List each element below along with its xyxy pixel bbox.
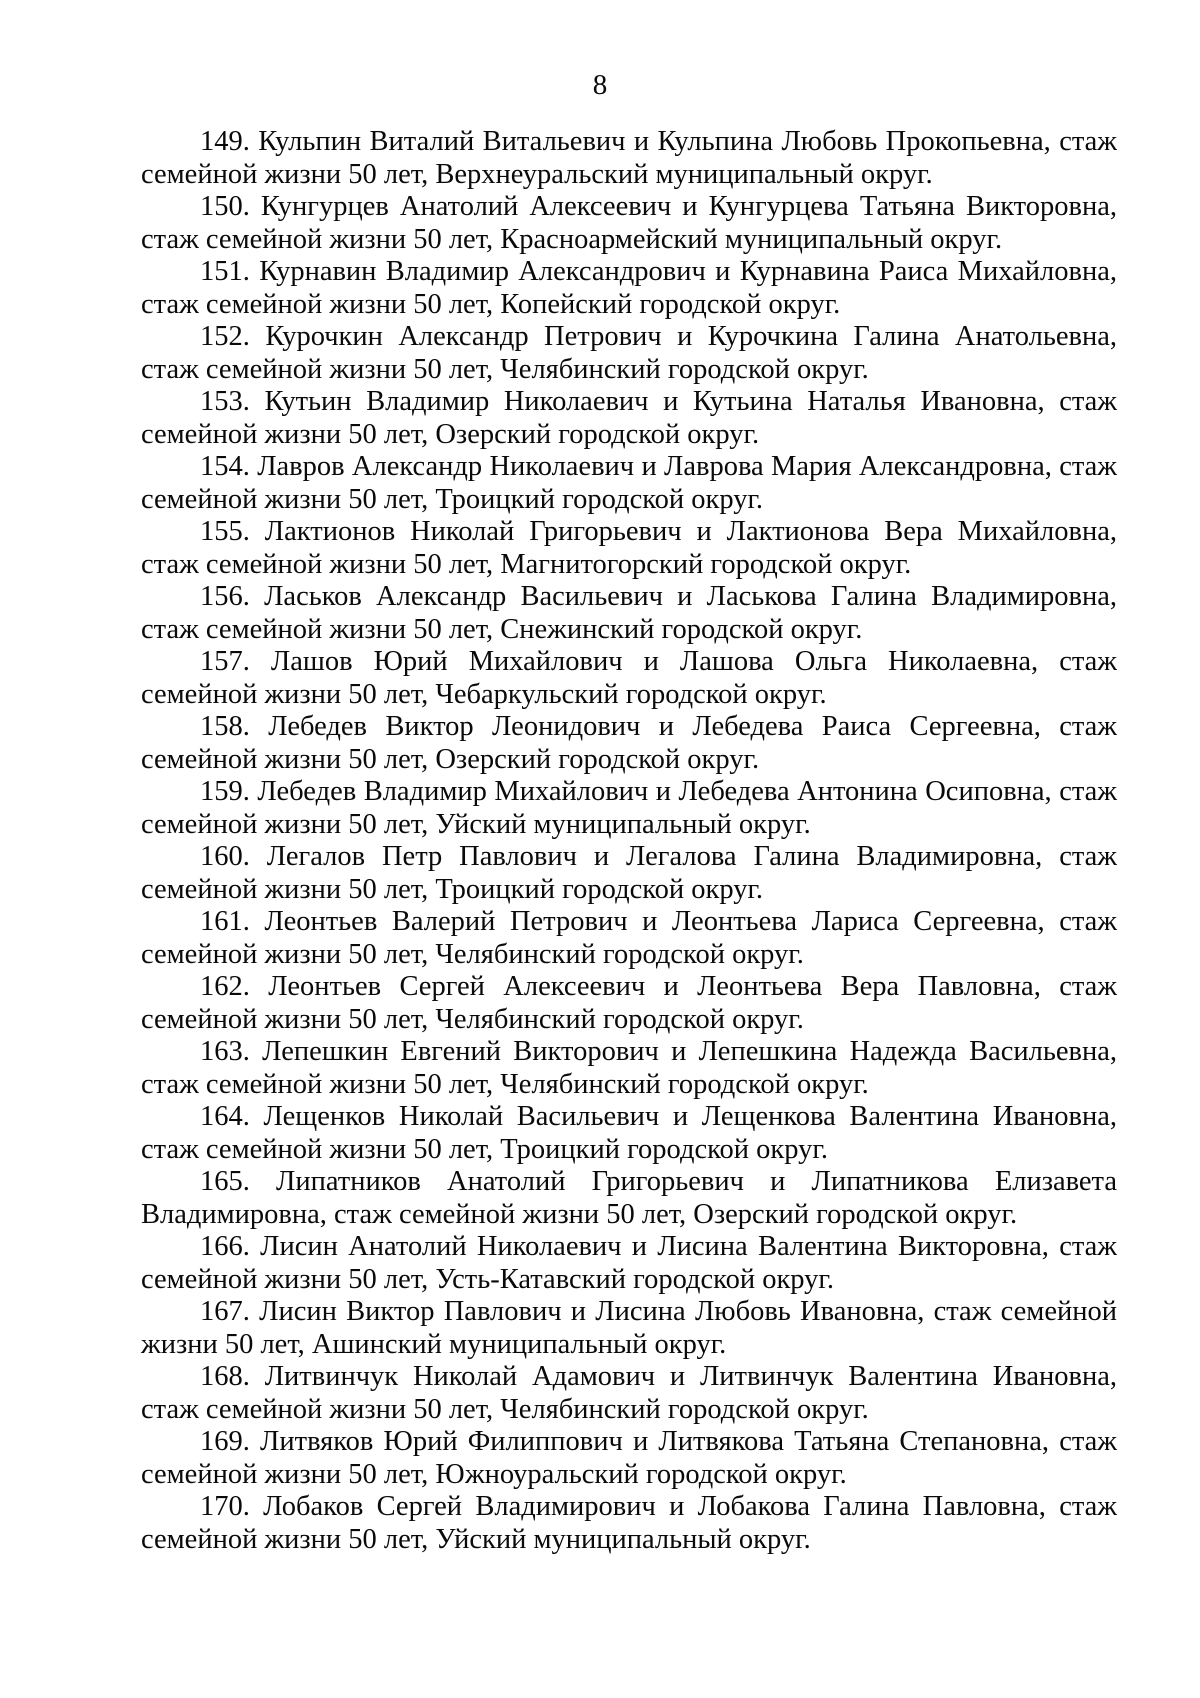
list-item: 149. Кульпин Виталий Витальевич и Кульпина Любовь Прокопьевна, стаж семейной жизни 50 лет, Верхнеуральский муниципальный округ.	[141, 126, 1117, 190]
list-item: 165. Липатников Анатолий Григорьевич и Липатникова Елизавета Владимировна, стаж семейной жизни 50 лет, Озерский городской округ.	[141, 1166, 1117, 1230]
list-item: 150. Кунгурцев Анатолий Алексеевич и Кунгурцева Татьяна Викторовна, стаж семейной жизни 50 лет, Красноармейский муниципальный округ.	[141, 191, 1117, 255]
list-item: 170. Лобаков Сергей Владимирович и Лобакова Галина Павловна, стаж семейной жизни 50 лет, Уйский муниципальный округ.	[141, 1491, 1117, 1555]
list-item: 166. Лисин Анатолий Николаевич и Лисина Валентина Викторовна, стаж семейной жизни 50 лет, Усть-Катавский городской округ.	[141, 1231, 1117, 1295]
list-item: 158. Лебедев Виктор Леонидович и Лебедева Раиса Сергеевна, стаж семейной жизни 50 лет, Озерский городской округ.	[141, 711, 1117, 775]
list-item: 169. Литвяков Юрий Филиппович и Литвякова Татьяна Степановна, стаж семейной жизни 50 лет, Южноуральский городской округ.	[141, 1426, 1117, 1490]
list-item: 153. Кутьин Владимир Николаевич и Кутьина Наталья Ивановна, стаж семейной жизни 50 лет, Озерский городской округ.	[141, 386, 1117, 450]
list-item: 167. Лисин Виктор Павлович и Лисина Любовь Ивановна, стаж семейной жизни 50 лет, Ашинский муниципальный округ.	[141, 1296, 1117, 1360]
list-item: 156. Ласьков Александр Васильевич и Ласькова Галина Владимировна, стаж семейной жизни 50 лет, Снежинский городской округ.	[141, 581, 1117, 645]
list-item: 168. Литвинчук Николай Адамович и Литвинчук Валентина Ивановна, стаж семейной жизни 50 лет, Челябинский городской округ.	[141, 1361, 1117, 1425]
list-item: 162. Леонтьев Сергей Алексеевич и Леонтьева Вера Павловна, стаж семейной жизни 50 лет, Челябинский городской округ.	[141, 971, 1117, 1035]
list-item: 151. Курнавин Владимир Александрович и Курнавина Раиса Михайловна, стаж семейной жизни 50 лет, Копейский городской округ.	[141, 256, 1117, 320]
entry-list	[141, 126, 1117, 1556]
list-item: 157. Лашов Юрий Михайлович и Лашова Ольга Николаевна, стаж семейной жизни 50 лет, Чебаркульский городской округ.	[141, 646, 1117, 710]
list-item: 152. Курочкин Александр Петрович и Курочкина Галина Анатольевна, стаж семейной жизни 50 лет, Челябинский городской округ.	[141, 321, 1117, 385]
list-item: 164. Лещенков Николай Васильевич и Лещенкова Валентина Ивановна, стаж семейной жизни 50 лет, Троицкий городской округ.	[141, 1101, 1117, 1165]
list-item: 161. Леонтьев Валерий Петрович и Леонтьева Лариса Сергеевна, стаж семейной жизни 50 лет, Челябинский городской округ.	[141, 906, 1117, 970]
list-item: 154. Лавров Александр Николаевич и Лаврова Мария Александровна, стаж семейной жизни 50 лет, Троицкий городской округ.	[141, 451, 1117, 515]
list-item: 163. Лепешкин Евгений Викторович и Лепешкина Надежда Васильевна, стаж семейной жизни 50 лет, Челябинский городской округ.	[141, 1036, 1117, 1100]
list-item: 160. Легалов Петр Павлович и Легалова Галина Владимировна, стаж семейной жизни 50 лет, Троицкий городской округ.	[141, 841, 1117, 905]
page-number: 8	[592, 69, 608, 101]
list-item: 155. Лактионов Николай Григорьевич и Лактионова Вера Михайловна, стаж семейной жизни 50 лет, Магнитогорский городской округ.	[141, 516, 1117, 580]
list-item: 159. Лебедев Владимир Михайлович и Лебедева Антонина Осиповна, стаж семейной жизни 50 лет, Уйский муниципальный округ.	[141, 776, 1117, 840]
